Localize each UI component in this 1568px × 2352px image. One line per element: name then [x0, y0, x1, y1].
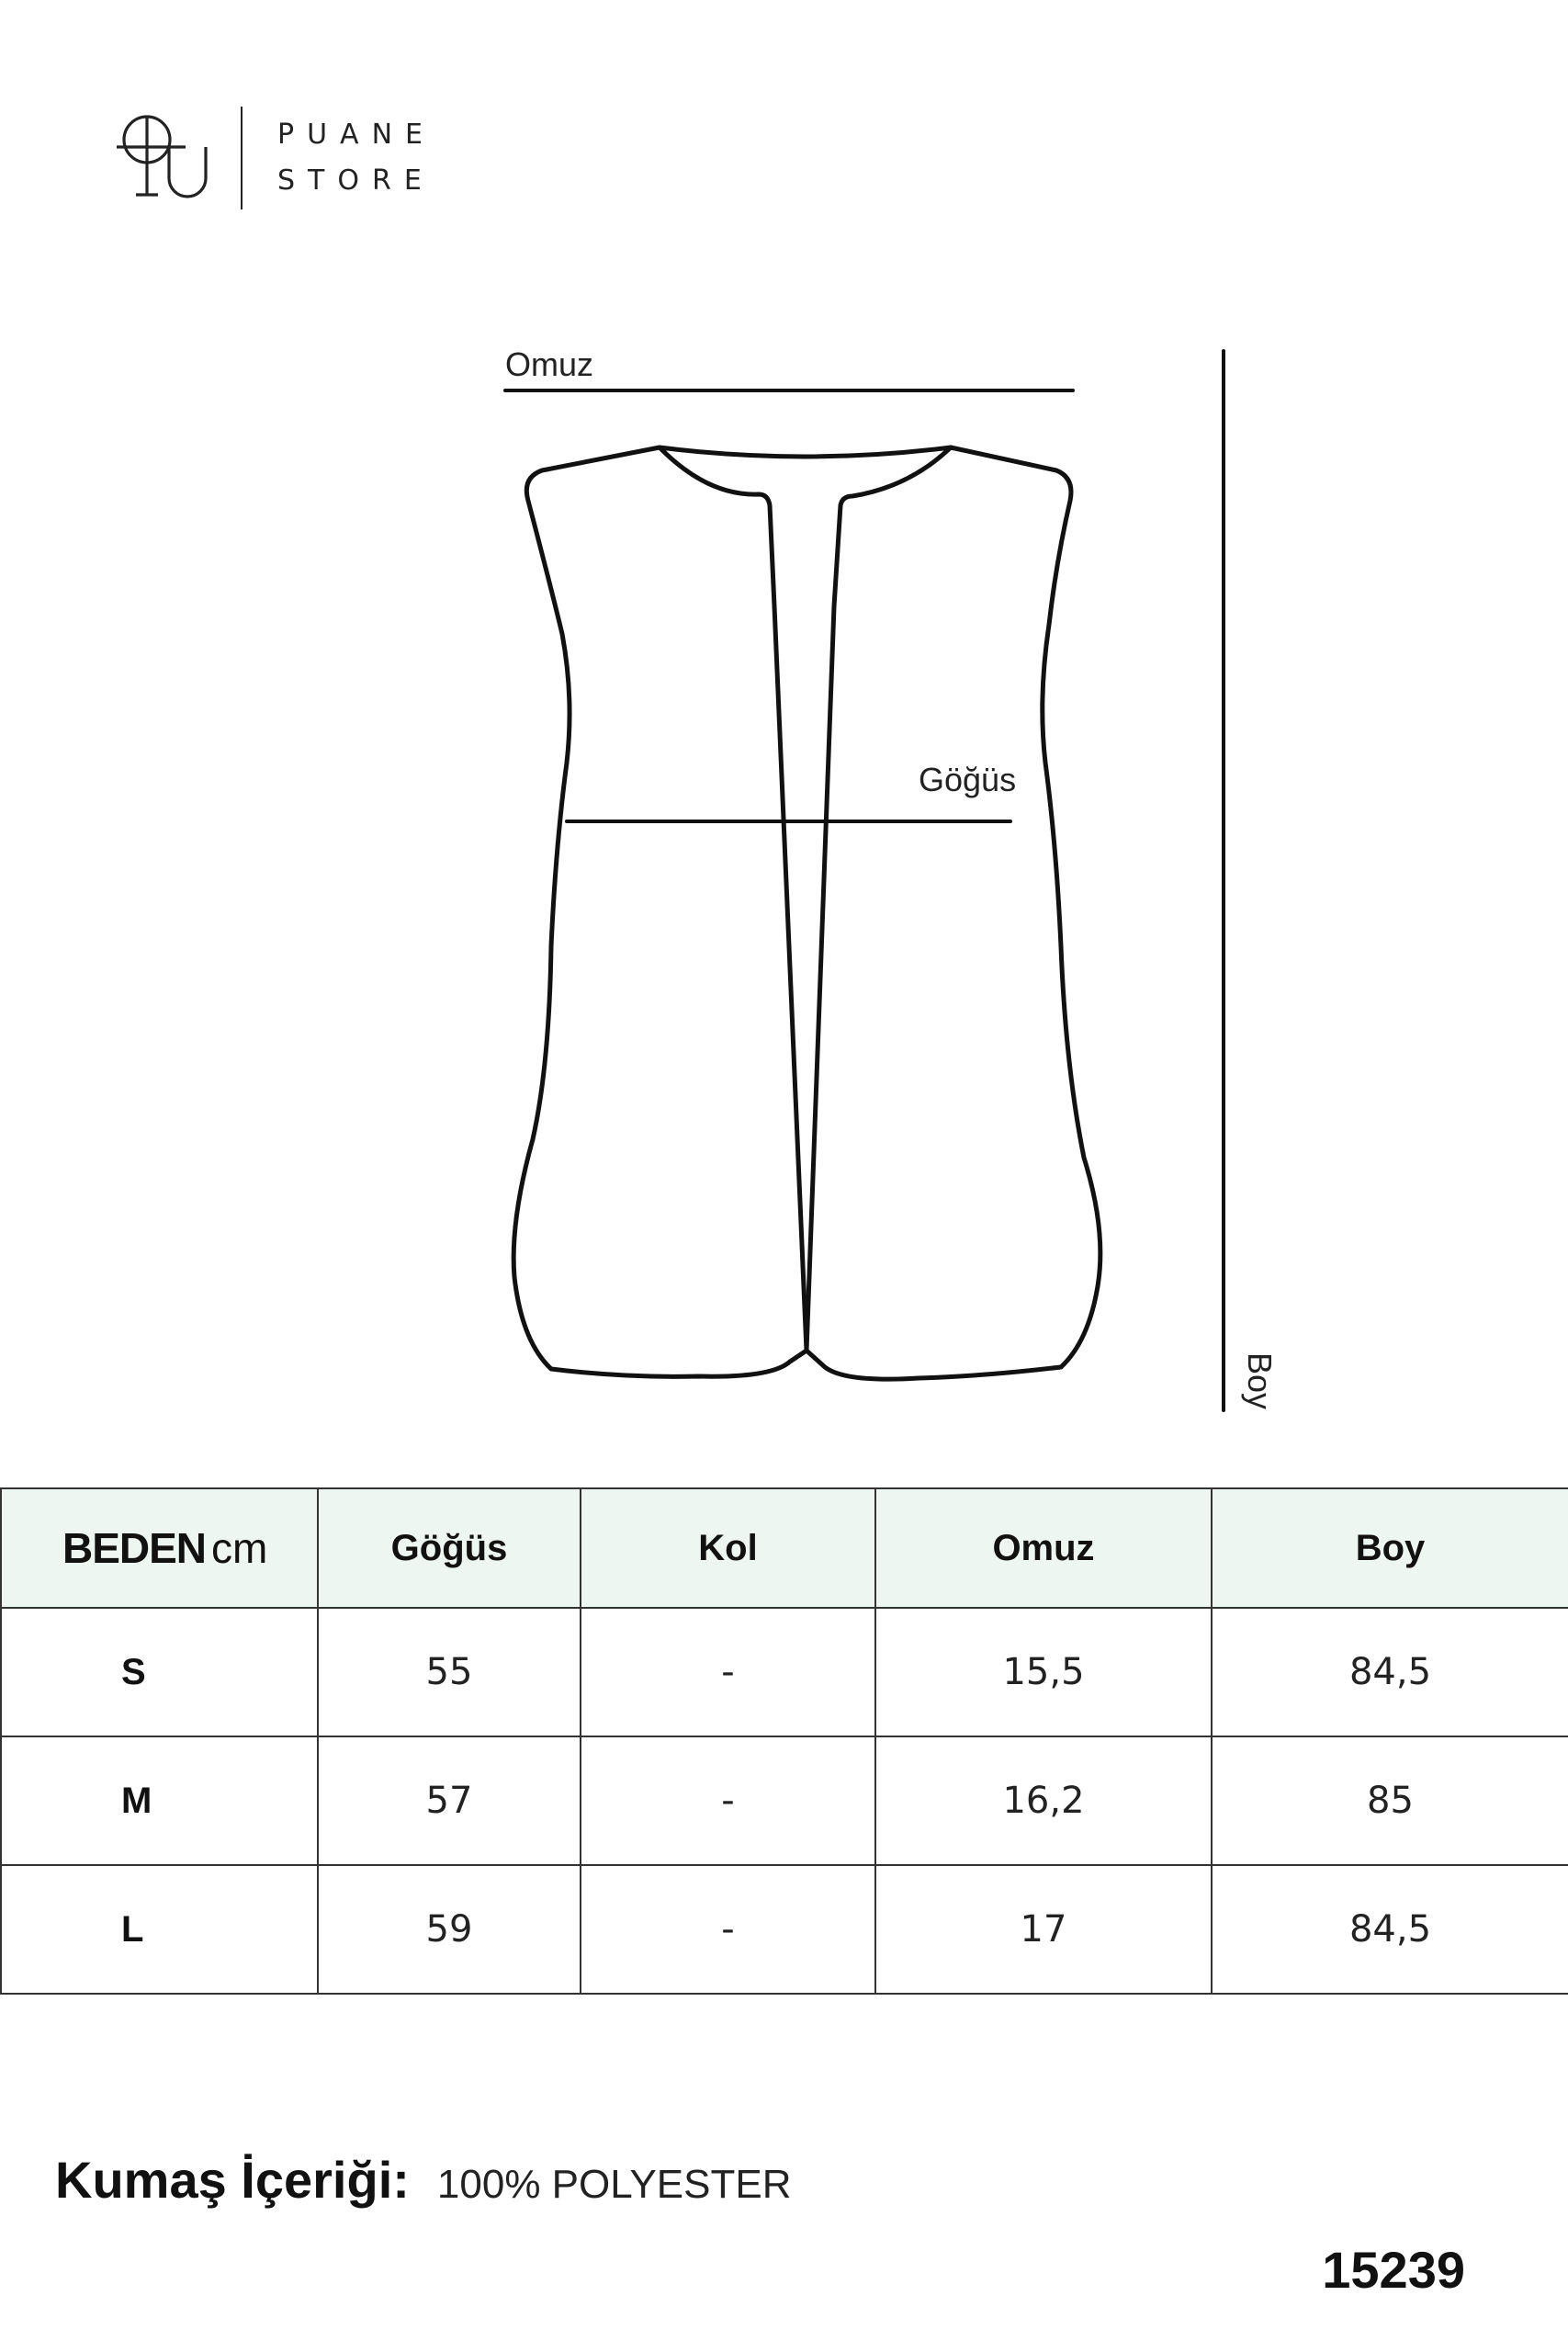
size-cell: L [1, 1865, 318, 1994]
product-code: 15239 [1322, 2241, 1465, 2299]
chest-cell: 59 [318, 1865, 581, 1994]
header-sleeve: Kol [581, 1488, 875, 1608]
fabric-label: Kumaş İçeriği: [55, 2151, 410, 2209]
brand-line-1: PUANE [277, 119, 435, 151]
brand-line-2: STORE [277, 164, 434, 197]
length-cell: 84,5 [1212, 1608, 1568, 1736]
chest-cell: 55 [318, 1608, 581, 1736]
shoulder-cell: 17 [875, 1865, 1212, 1994]
length-cell: 84,5 [1212, 1865, 1568, 1994]
header-unit: cm [211, 1524, 268, 1572]
header-size-title: BEDEN [62, 1524, 207, 1572]
header-length: Boy [1212, 1488, 1568, 1608]
header-shoulder: Omuz [875, 1488, 1212, 1608]
header-size [1, 1488, 318, 1608]
chest-cell: 57 [318, 1736, 581, 1865]
table-row [1, 1608, 1568, 1736]
length-cell: 85 [1212, 1736, 1568, 1865]
sleeve-cell: - [581, 1608, 875, 1736]
table-row [1, 1865, 1568, 1994]
fabric-value: 100% POLYESTER [436, 2162, 792, 2207]
sleeve-cell: - [581, 1865, 875, 1994]
header-chest: Göğüs [318, 1488, 581, 1608]
sleeve-cell: - [581, 1736, 875, 1865]
length-label: Boy [1241, 1352, 1279, 1410]
size-cell: M [1, 1736, 318, 1865]
chest-label: Göğüs [919, 761, 1017, 798]
shoulder-cell: 15,5 [875, 1608, 1212, 1736]
table-header-row [1, 1488, 1568, 1608]
table-row [1, 1736, 1568, 1865]
vest-left-panel [513, 447, 807, 1376]
size-table [0, 1487, 1568, 1995]
vest-neckline [660, 447, 951, 457]
shoulder-cell: 16,2 [875, 1736, 1212, 1865]
size-cell: S [1, 1608, 318, 1736]
vest-right-panel [807, 447, 1100, 1379]
shoulder-label: Omuz [505, 345, 594, 383]
fabric-content [55, 2150, 792, 2210]
